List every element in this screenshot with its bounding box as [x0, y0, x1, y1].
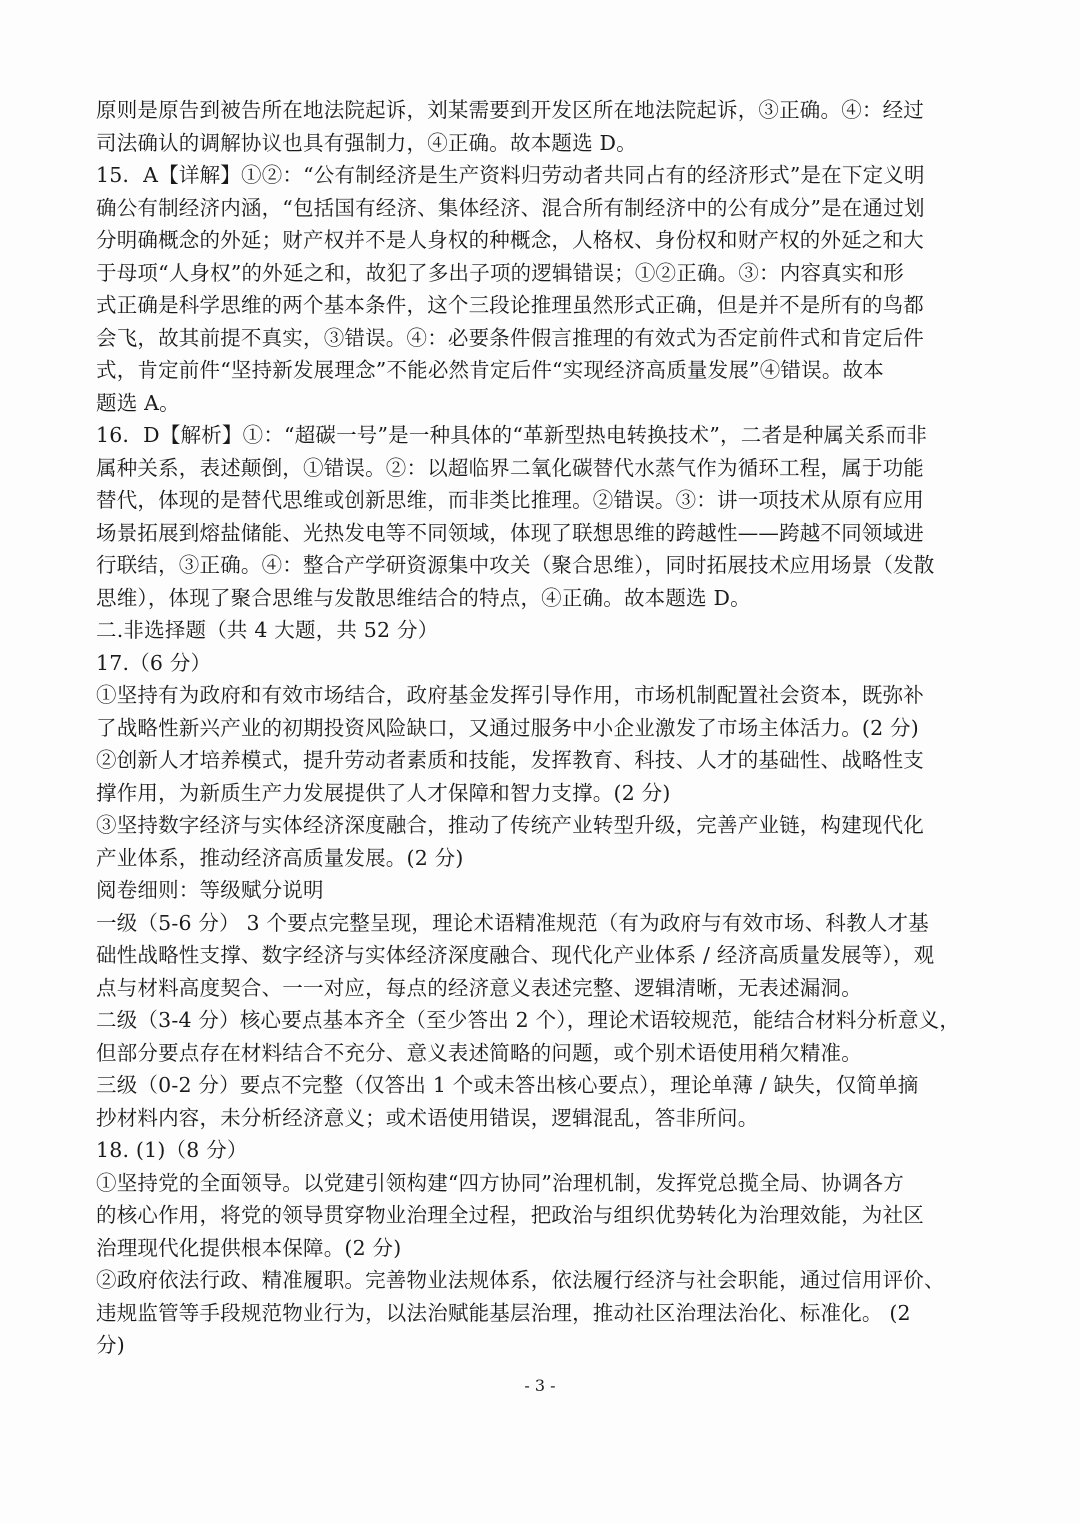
text-line: 了战略性新兴产业的初期投资风险缺口，又通过服务中小企业激发了市场主体活力。(2 分): [96, 715, 919, 740]
text-line: 思维），体现了聚合思维与发散思维结合的特点，④正确。故本题选 D。: [96, 585, 751, 610]
text-line: ②政府依法行政、精准履职。完善物业法规体系，依法履行经济与社会职能，通过信用评价、: [96, 1268, 945, 1292]
text-line: 于母项“人身权”的外延之和，故犯了多出子项的逻辑错误；①②正确。③：内容真实和形: [96, 260, 904, 285]
text-line: 属种关系，表述颠倒，①错误。②：以超临界二氧化碳替代水蒸气作为循环工程，属于功能: [96, 455, 924, 480]
text-line: 式，肯定前件“坚持新发展理念”不能必然肯定后件“实现经济高质量发展”④错误。故本: [96, 358, 884, 382]
text-line: 17.（6 分）: [96, 650, 212, 675]
text-line: 点与材料高度契合、一一对应，每点的经济意义表述完整、逻辑清晰，无表述漏洞。: [96, 975, 862, 1000]
text-line: 阅卷细则：等级赋分说明: [96, 878, 324, 902]
text-line: 18. (1)（8 分）: [96, 1138, 248, 1162]
text-line: 二级（3-4 分）核心要点基本齐全（至少答出 2 个），理论术语较规范，能结合材料分析意义，: [96, 1008, 961, 1032]
text-line: 分): [96, 1333, 125, 1357]
page-number: - 3 -: [524, 1376, 556, 1395]
text-line: 会飞，故其前提不真实，③错误。④：必要条件假言推理的有效式为否定前件式和肯定后件: [96, 325, 924, 350]
text-line: ③坚持数字经济与实体经济深度融合，推动了传统产业转型升级，完善产业链，构建现代化: [96, 813, 924, 837]
text-line: 础性战略性支撑、数字经济与实体经济深度融合、现代化产业体系 / 经济高质量发展等），观: [96, 943, 935, 967]
text-line: 题选 A。: [96, 390, 180, 415]
text-line: 产业体系，推动经济高质量发展。(2 分): [96, 845, 464, 870]
text-line: 抄材料内容，未分析经济意义；或术语使用错误，逻辑混乱，答非所问。: [96, 1105, 759, 1130]
text-line: 分明确概念的外延；财产权并不是人身权的种概念，人格权、身份权和财产权的外延之和大: [96, 228, 924, 252]
text-line: 二.非选择题（共 4 大题，共 52 分）: [96, 618, 439, 642]
text-line: 场景拓展到熔盐储能、光热发电等不同领域，体现了联想思维的跨越性——跨越不同领域进: [96, 520, 924, 545]
text-line: 确公有制经济内涵，“包括国有经济、集体经济、混合所有制经济中的公有成分”是在通过划: [96, 195, 925, 220]
text-line: 撑作用，为新质生产力发展提供了人才保障和智力支撑。(2 分): [96, 780, 671, 805]
text-line: ①坚持有为政府和有效市场结合，政府基金发挥引导作用，市场机制配置社会资本，既弥补: [96, 683, 924, 707]
text-line: 治理现代化提供根本保障。(2 分): [96, 1235, 402, 1260]
text-line: ①坚持党的全面领导。以党建引领构建“四方协同”治理机制，发挥党总揽全局、协调各方: [96, 1170, 904, 1195]
text-line: 式正确是科学思维的两个基本条件，这个三段论推理虽然形式正确，但是并不是所有的鸟都: [96, 293, 924, 317]
text-line: 行联结，③正确。④：整合产学研资源集中攻关（聚合思维），同时拓展技术应用场景（发散: [96, 553, 935, 577]
text-line: 原则是原告到被告所在地法院起诉，刘某需要到开发区所在地法院起诉，③正确。④：经过: [96, 98, 924, 122]
text-line: 一级（5-6 分） 3 个要点完整呈现，理论术语精准规范（有为政府与有效市场、科教人才基: [96, 910, 929, 935]
text-line: ②创新人才培养模式，提升劳动者素质和技能，发挥教育、科技、人才的基础性、战略性支: [96, 748, 924, 772]
text-line: 三级（0-2 分）要点不完整（仅答出 1 个或未答出核心要点），理论单薄 / 缺失，仅简单摘: [96, 1073, 919, 1097]
text-line: 的核心作用，将党的领导贯穿物业治理全过程，把政治与组织优势转化为治理效能，为社区: [96, 1203, 924, 1227]
text-line: 替代，体现的是替代思维或创新思维，而非类比推理。②错误。③：讲一项技术从原有应用: [96, 488, 924, 512]
text-line: 司法确认的调解协议也具有强制力，④正确。故本题选 D。: [96, 130, 637, 155]
text-line: 16．D【解析】①：“超碳一号”是一种具体的“革新型热电转换技术”，二者是种属关系而非: [96, 423, 928, 447]
document-body: [96, 94, 986, 1362]
text-line: 15．A【详解】①②：“公有制经济是生产资料归劳动者共同占有的经济形式”是在下定义明: [96, 163, 925, 187]
text-line: 但部分要点存在材料结合不充分、意义表述简略的问题，或个别术语使用稍欠精准。: [96, 1040, 862, 1065]
text-line: 违规监管等手段规范物业行为，以法治赋能基层治理，推动社区治理法治化、标准化。 (2: [96, 1300, 911, 1325]
